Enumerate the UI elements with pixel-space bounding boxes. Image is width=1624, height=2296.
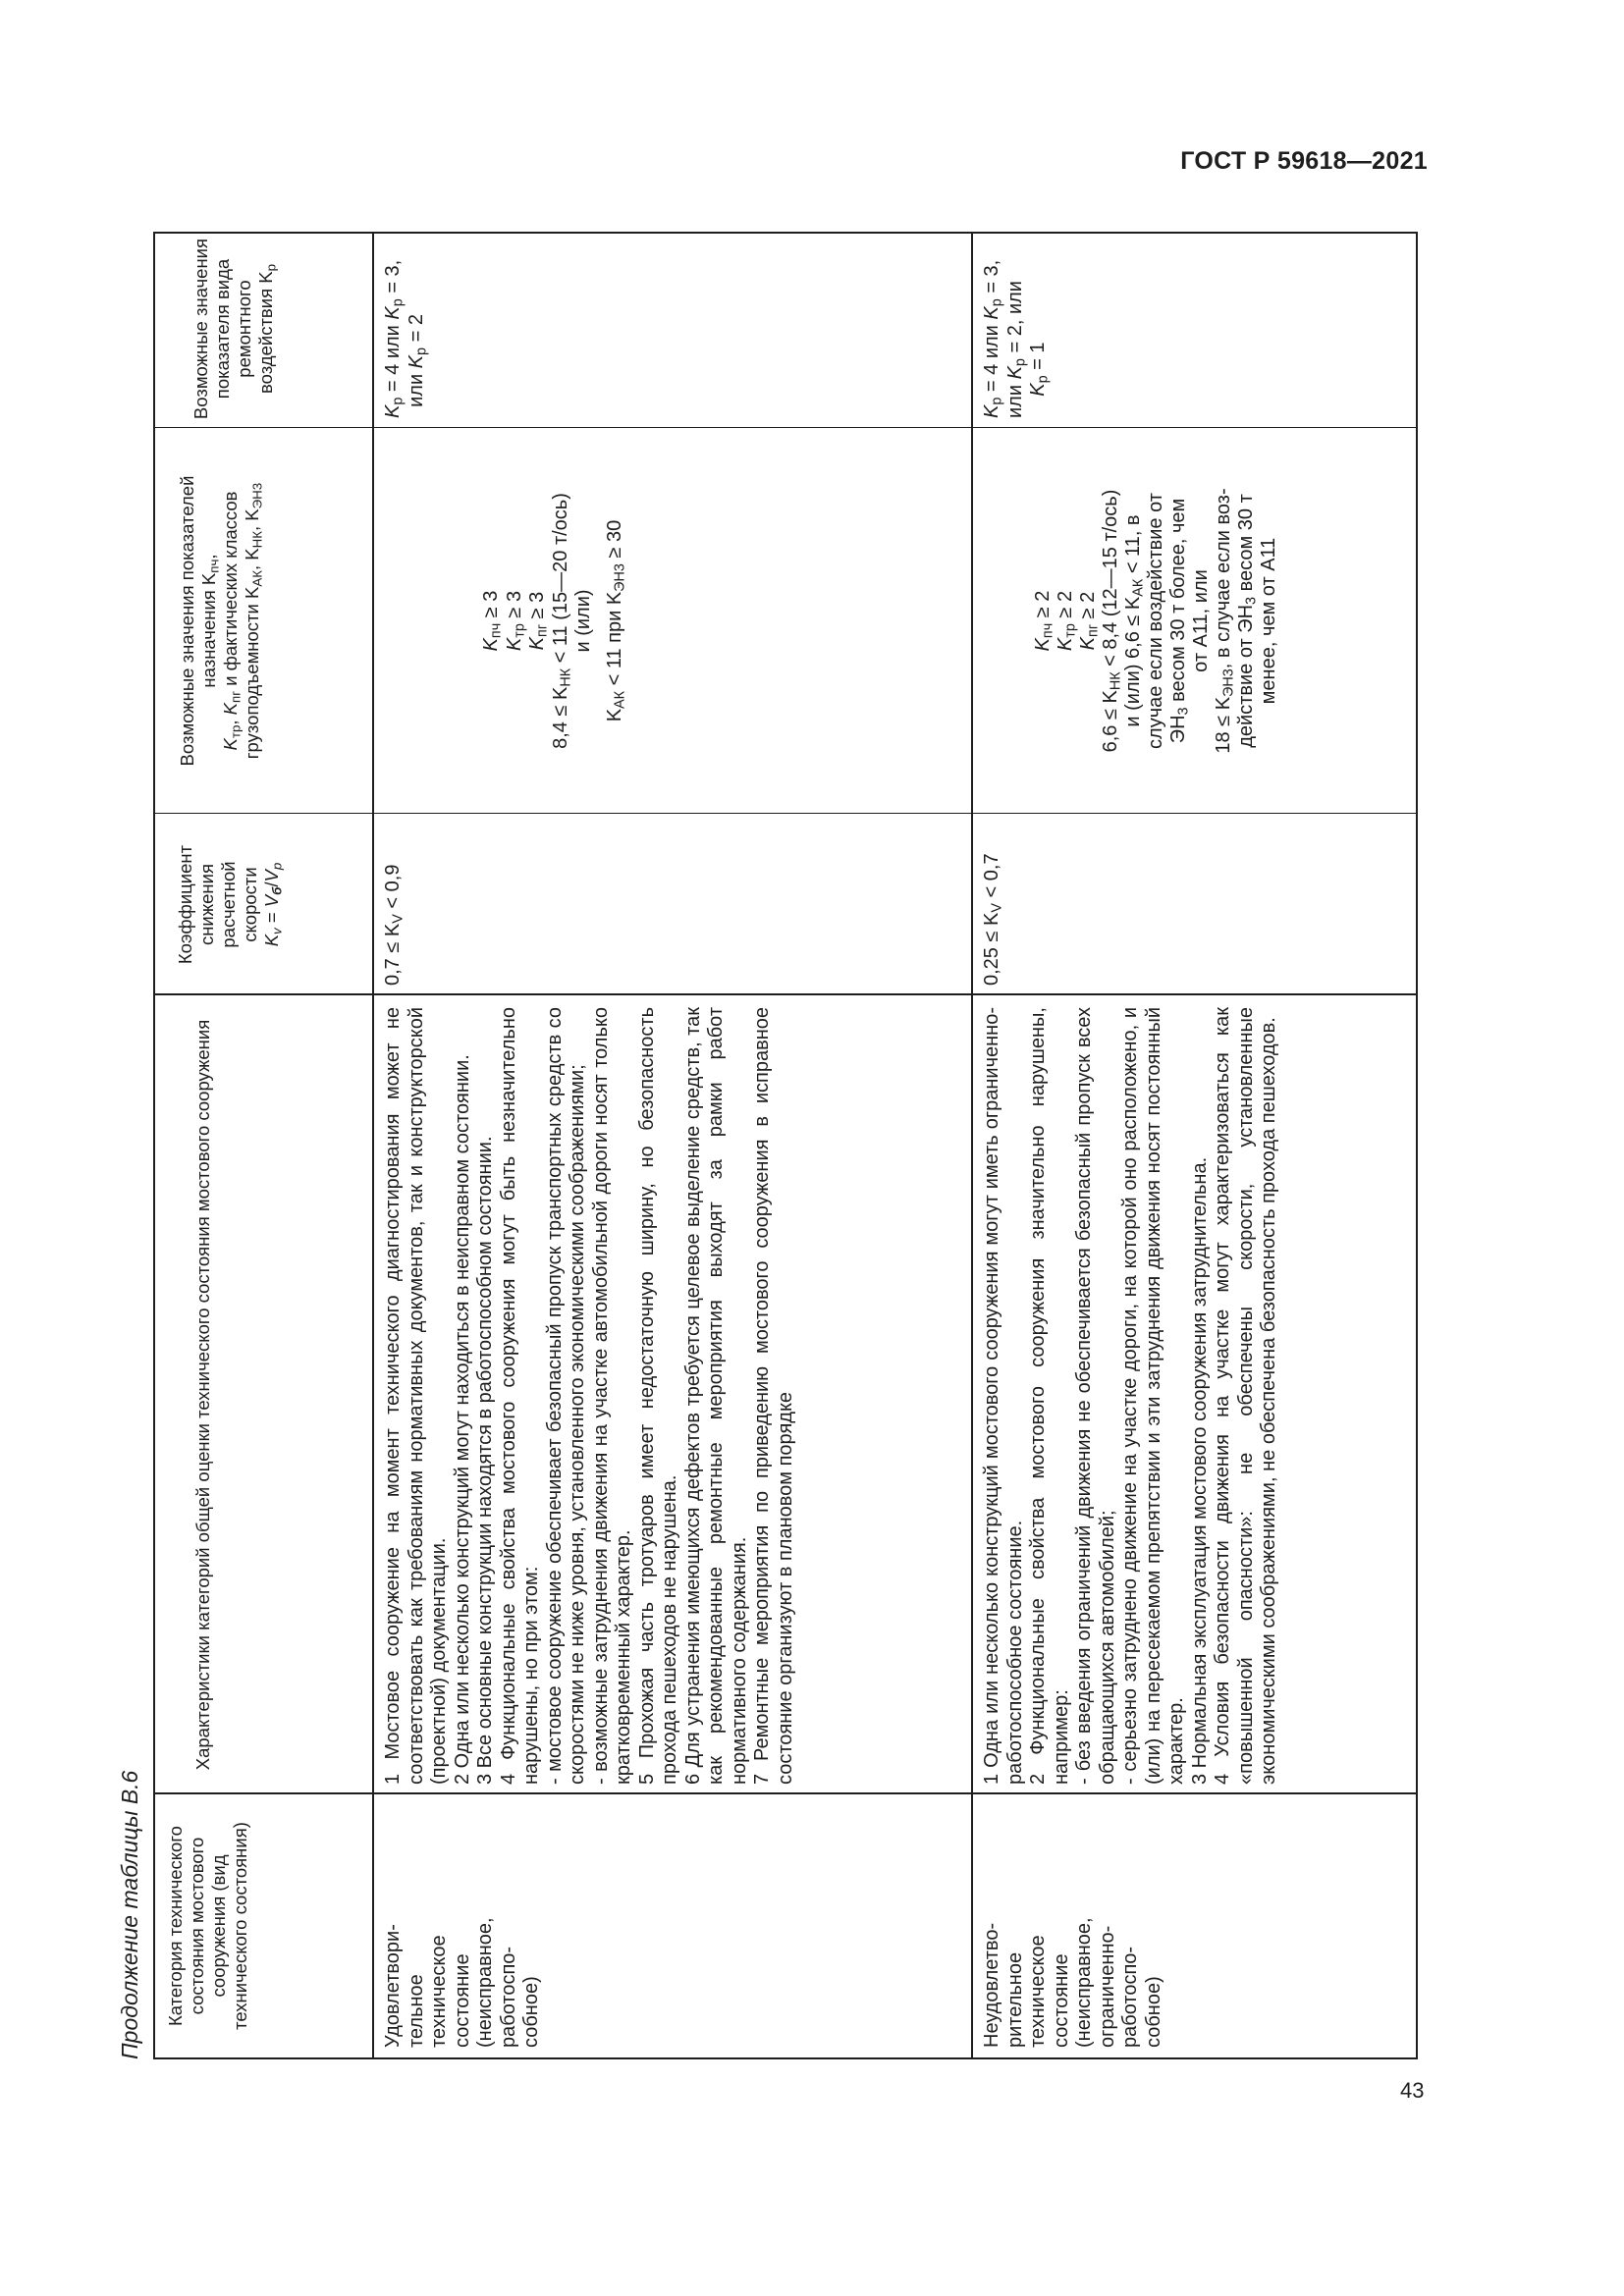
category-line: (неисправное,: [474, 1917, 496, 2048]
indicator-ktr: $K_{тр} \ge 2$: [1055, 590, 1079, 652]
category-line: Удовлетвори-: [382, 1924, 404, 2048]
header-characteristics: [155, 995, 372, 1794]
header-repair: Возможные значения показателя вида ремонтного воздействия $K_р$: [190, 238, 279, 420]
characteristic-item: 4 Функциональные свойства мостового сооружения могут быть незначительно нарушены, но при этом:: [497, 1007, 542, 1785]
characteristic-item: 1 Одна или несколько конструкций мостового сооружения могут иметь ограниченно-работоспособное состояние.: [981, 1007, 1026, 1785]
category-line: работоспо-: [1119, 1946, 1141, 2048]
indicator-action: действие от $ЭН_3$ весом 30 т: [1235, 494, 1260, 748]
category-line: рительное: [1003, 1951, 1026, 2048]
characteristic-item: - мостовое сооружение обеспечивает безопасный пропуск транспортных средств со скоростями не ниже уровня, установленного экономическими соображениями;: [543, 1007, 588, 1785]
characteristic-item: 1 Мостовое сооружение на момент технического диагностирования может не соответствовать как требованиям нормативных документов, так и конструкторской (проектной) документации.: [382, 1007, 450, 1785]
row1-speed-coef: $0,7 \le K_V < 0,9$: [382, 864, 406, 986]
category-line: Неудовлетво-: [981, 1922, 1002, 2048]
category-line: техническое: [428, 1935, 450, 2048]
indicator-knk: $6,6 \le K_{НК} < 8,4$ (12—15 т/ось): [1100, 489, 1124, 753]
header-speed-coef: [155, 814, 372, 995]
speed-coef-formula: $K_v = V_б/V_p$: [261, 862, 285, 947]
table-caption: Продолжение таблицы В.6: [117, 1770, 142, 2059]
header-indicators-text: Возможные значения показателей назначения K: [177, 475, 219, 767]
repair-value: $K_р = 4$ или $K_р = 3$, или $K_р = 2$: [382, 259, 430, 418]
document-title: ГОСТ Р 59618—2021: [1180, 147, 1428, 175]
indicator-knk: $8,4 \le K_{НК} < 11$ (15—20 т/ось): [549, 493, 574, 749]
row1-category: [372, 1794, 971, 2057]
header-category-text: Категория технического состояния мостового сооружения (вид технического состояния): [165, 1822, 250, 2030]
row2-characteristics: [971, 995, 1420, 1794]
characteristic-item: 4 Условия безопасности движения на участке могут характеризоваться как «повышенной опасности»: не обеспечены скорости, установленные экономическими соображениями, не обеспечена безопасность прохода пешеходов.: [1212, 1007, 1279, 1785]
category-line: (неисправное,: [1073, 1917, 1095, 2048]
characteristic-item: 2 Одна или несколько конструкций могут находиться в неисправном состоянии.: [451, 1054, 473, 1785]
indicator-a11: от А11, или: [1190, 569, 1212, 672]
indicator-kpch: $K_{пч} \ge 3$: [480, 590, 505, 652]
header-indicators-rest: $K_{тр}$, $K_{пг}$ и фактических классов грузоподъемности $K_{АК}$, $K_{НК}$, $K_{ЭН3}$: [220, 482, 265, 760]
characteristic-item: 2 Функциональные свойства мостового сооружения значительно нарушены, например:: [1027, 1007, 1072, 1785]
characteristic-item: 3 Нормальная эксплуатация мостового сооружения затруднительна.: [1188, 1156, 1211, 1785]
header-characteristics-text: Характеристики категорий общей оценки технического состояния мостового сооружения: [192, 1019, 213, 1771]
category-line: собное): [1142, 1976, 1164, 2048]
characteristic-item: 7 Ремонтные мероприятия по приведению мостового сооружения в исправное состояние организуют в плановом порядке: [751, 1007, 796, 1785]
characteristic-item: 5 Прохожая часть тротуаров имеет недостаточную ширину, но безопасность прохода пешеходов не нарушена.: [635, 1007, 680, 1785]
category-line: состояние: [451, 1953, 473, 2048]
row2-repair: [971, 230, 1420, 428]
characteristic-item: - серьезно затруднено движение на участке дороги, на которой оно расположено, и (или) на пересекаемом препятствии и эти затруднения движения носят постоянный характер.: [1119, 1007, 1187, 1785]
table-grid: [153, 232, 1418, 2059]
header-repair-text: Возможные значения показателя вида ремонтного воздействия K: [190, 238, 276, 420]
speed-coef-value: 0,25 ≤ K: [981, 912, 1002, 986]
indicator-en3: $ЭН_3$ весом 30 т более, чем: [1167, 498, 1192, 744]
header-speed-coef-text: Коэффициент снижения расчетной скорости: [175, 844, 260, 965]
category-line: ограниченно-: [1096, 1925, 1118, 2048]
indicator-ken3: $18 \le K_{ЭН3}$, в случае если воз-: [1213, 488, 1237, 754]
characteristic-item: - возможные затруднения движения на участке автомобильной дороги носят только кратковременный характер.: [589, 1007, 634, 1785]
category-line: собное): [520, 1976, 542, 2048]
characteristic-item: - без введения ограничений движения не обеспечивается безопасный пропуск всех обращающихся автомобилей;: [1073, 1007, 1118, 1785]
row2-category: [971, 1794, 1420, 2057]
characteristic-item: 6 Для устранения имеющихся дефектов требуется целевое выделение средств, так как рекомендованные ремонтные мероприятия выходят за рамки работ нормативного содержания.: [681, 1007, 750, 1785]
header-category: [155, 1794, 372, 2057]
category-line: состояние: [1050, 1953, 1072, 2048]
indicator-kpch: $K_{пч} \ge 2$: [1032, 590, 1056, 652]
rotated-table-block: [106, 232, 1420, 2059]
indicator-kpg: $K_{пг} \ge 2$: [1077, 591, 1102, 651]
row1-repair: [372, 230, 971, 428]
category-line: техническое: [1027, 1935, 1049, 2048]
indicator-case: случае если воздействие от: [1145, 493, 1166, 749]
row2-speed-coef: $0,25 \le K_V < 0,7$: [981, 853, 1005, 986]
indicator-less: менее, чем от А11: [1258, 537, 1279, 705]
repair-value: $K_р = 4$ или $K_р = 3$, или $K_р = 2$, или $K_р = 1$: [981, 259, 1052, 418]
indicator-ktr: $K_{тр} \ge 3$: [503, 590, 528, 652]
page-number: 43: [1400, 2078, 1425, 2103]
category-line: работоспо-: [497, 1946, 519, 2048]
indicator-or: и (или): [572, 589, 594, 653]
speed-coef-value: 0,7 ≤ K: [382, 923, 404, 986]
indicator-kpg: $K_{пг} \ge 3$: [526, 591, 551, 651]
category-line: тельное: [405, 1974, 427, 2048]
row1-indicators: [372, 428, 971, 814]
indicator-kak: и (или) $6,6 \le K_{АК} < 11$, в: [1122, 514, 1147, 727]
characteristic-item: 3 Все основные конструкции находятся в работоспособном состоянии.: [474, 1136, 496, 1785]
header-indicators: Возможные значения показателей назначения $K_{пч}$, $K_{тр}$, $K_{пг}$ и фактических классов грузоподъемности $K_{АК}$, $K_{НК}$, $K_{ЭН3}$: [177, 475, 265, 767]
row1-characteristics: [372, 995, 971, 1794]
row2-indicators: [971, 428, 1420, 814]
indicator-kak: $K_{АК} < 11$ при $K_{ЭН3} \ge 30$: [603, 519, 628, 722]
